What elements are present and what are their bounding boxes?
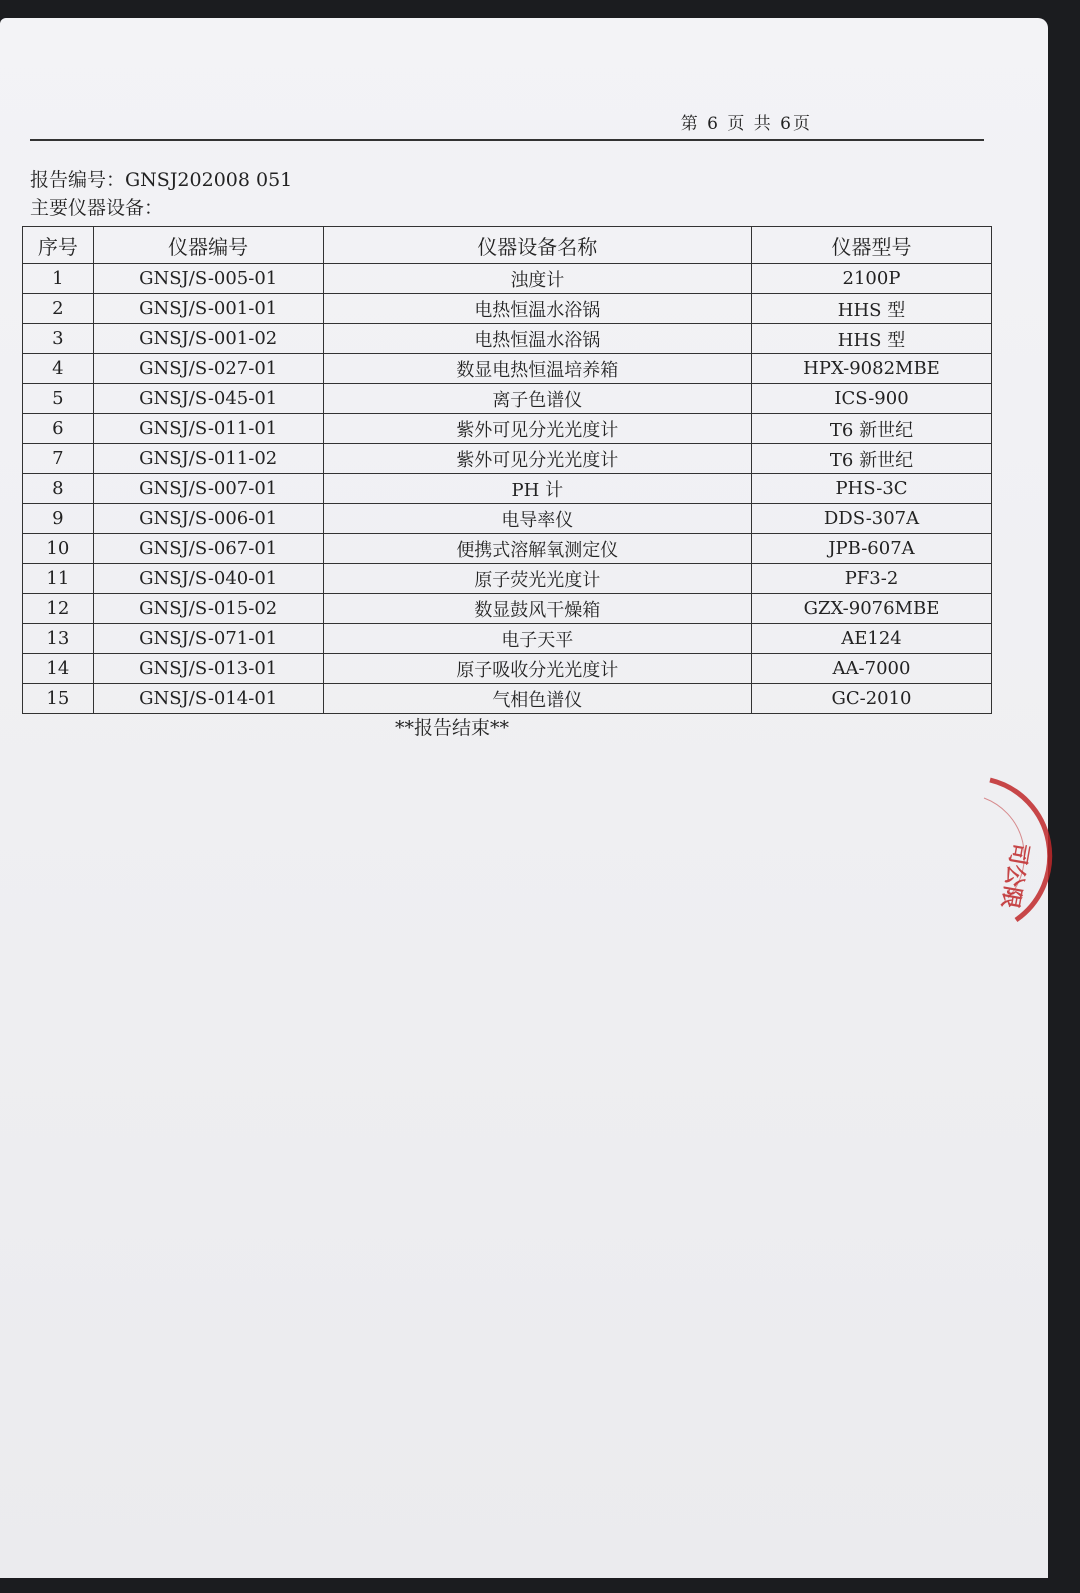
- table-row: [23, 444, 992, 474]
- instrument-code-cell: GNSJ/S-014-01: [93, 684, 323, 714]
- row-index-cell: 7: [23, 444, 94, 474]
- instrument-model-cell: JPB-607A: [751, 534, 991, 564]
- instrument-model-cell: 2100P: [751, 264, 991, 294]
- instrument-code-cell: GNSJ/S-015-02: [93, 594, 323, 624]
- table-header-row: [23, 227, 992, 264]
- instrument-name-cell: 电导率仪: [323, 504, 751, 534]
- instrument-model-cell: AA-7000: [751, 654, 991, 684]
- report-number: 报告编号：GNSJ202008 051: [30, 169, 293, 191]
- column-header-code: 仪器编号: [93, 227, 323, 264]
- instrument-code-cell: GNSJ/S-013-01: [93, 654, 323, 684]
- instrument-code-cell: GNSJ/S-005-01: [93, 264, 323, 294]
- row-index-cell: 11: [23, 564, 94, 594]
- instrument-name-cell: 离子色谱仪: [323, 384, 751, 414]
- instrument-name-cell: 电热恒温水浴锅: [323, 294, 751, 324]
- instrument-model-cell: PHS-3C: [751, 474, 991, 504]
- table-row: [23, 624, 992, 654]
- row-index-cell: 4: [23, 354, 94, 384]
- table-row: [23, 414, 992, 444]
- instrument-model-cell: DDS-307A: [751, 504, 991, 534]
- instrument-model-cell: T6 新世纪: [751, 444, 991, 474]
- instrument-code-cell: GNSJ/S-045-01: [93, 384, 323, 414]
- table-row: [23, 684, 992, 714]
- table-body: [23, 264, 992, 714]
- table-row: [23, 504, 992, 534]
- instrument-name-cell: 紫外可见分光光度计: [323, 414, 751, 444]
- table-row: [23, 474, 992, 504]
- section-title: 主要仪器设备：: [30, 197, 164, 219]
- report-end-marker: **报告结束**: [395, 717, 510, 739]
- instrument-code-cell: GNSJ/S-001-02: [93, 324, 323, 354]
- instrument-code-cell: GNSJ/S-007-01: [93, 474, 323, 504]
- row-index-cell: 9: [23, 504, 94, 534]
- instrument-model-cell: ICS-900: [751, 384, 991, 414]
- instrument-name-cell: 便携式溶解氧测定仪: [323, 534, 751, 564]
- instrument-name-cell: 气相色谱仪: [323, 684, 751, 714]
- instrument-name-cell: 原子荧光光度计: [323, 564, 751, 594]
- table-row: [23, 534, 992, 564]
- instrument-name-cell: 数显电热恒温培养箱: [323, 354, 751, 384]
- instrument-code-cell: GNSJ/S-071-01: [93, 624, 323, 654]
- instrument-model-cell: PF3-2: [751, 564, 991, 594]
- row-index-cell: 1: [23, 264, 94, 294]
- instrument-name-cell: 数显鼓风干燥箱: [323, 594, 751, 624]
- row-index-cell: 2: [23, 294, 94, 324]
- equipment-table: [22, 226, 992, 714]
- instrument-name-cell: 电热恒温水浴锅: [323, 324, 751, 354]
- instrument-name-cell: 电子天平: [323, 624, 751, 654]
- instrument-model-cell: GC-2010: [751, 684, 991, 714]
- instrument-code-cell: GNSJ/S-040-01: [93, 564, 323, 594]
- instrument-model-cell: T6 新世纪: [751, 414, 991, 444]
- table-row: [23, 294, 992, 324]
- instrument-code-cell: GNSJ/S-011-01: [93, 414, 323, 444]
- row-index-cell: 6: [23, 414, 94, 444]
- row-index-cell: 14: [23, 654, 94, 684]
- instrument-model-cell: AE124: [751, 624, 991, 654]
- row-index-cell: 8: [23, 474, 94, 504]
- row-index-cell: 5: [23, 384, 94, 414]
- instrument-name-cell: 浊度计: [323, 264, 751, 294]
- company-seal-stamp: [980, 770, 1070, 930]
- column-header-name: 仪器设备名称: [323, 227, 751, 264]
- row-index-cell: 3: [23, 324, 94, 354]
- instrument-code-cell: GNSJ/S-027-01: [93, 354, 323, 384]
- table-row: [23, 354, 992, 384]
- instrument-code-cell: GNSJ/S-067-01: [93, 534, 323, 564]
- instrument-model-cell: HHS 型: [751, 294, 991, 324]
- instrument-model-cell: HHS 型: [751, 324, 991, 354]
- row-index-cell: 12: [23, 594, 94, 624]
- svg-text:司公限: 司公限: [996, 840, 1033, 911]
- instrument-code-cell: GNSJ/S-001-01: [93, 294, 323, 324]
- instrument-code-cell: GNSJ/S-011-02: [93, 444, 323, 474]
- table-row: [23, 384, 992, 414]
- header-divider: [30, 139, 984, 141]
- document-page: [0, 18, 1048, 1578]
- instrument-name-cell: 紫外可见分光光度计: [323, 444, 751, 474]
- table-row: [23, 564, 992, 594]
- instrument-model-cell: GZX-9076MBE: [751, 594, 991, 624]
- row-index-cell: 13: [23, 624, 94, 654]
- table-row: [23, 264, 992, 294]
- page-number: 第 6 页 共 6页: [680, 114, 812, 134]
- row-index-cell: 15: [23, 684, 94, 714]
- column-header-model: 仪器型号: [751, 227, 991, 264]
- column-header-index: 序号: [23, 227, 94, 264]
- table-row: [23, 324, 992, 354]
- table-row: [23, 654, 992, 684]
- row-index-cell: 10: [23, 534, 94, 564]
- table-row: [23, 594, 992, 624]
- instrument-name-cell: PH 计: [323, 474, 751, 504]
- instrument-model-cell: HPX-9082MBE: [751, 354, 991, 384]
- instrument-code-cell: GNSJ/S-006-01: [93, 504, 323, 534]
- instrument-name-cell: 原子吸收分光光度计: [323, 654, 751, 684]
